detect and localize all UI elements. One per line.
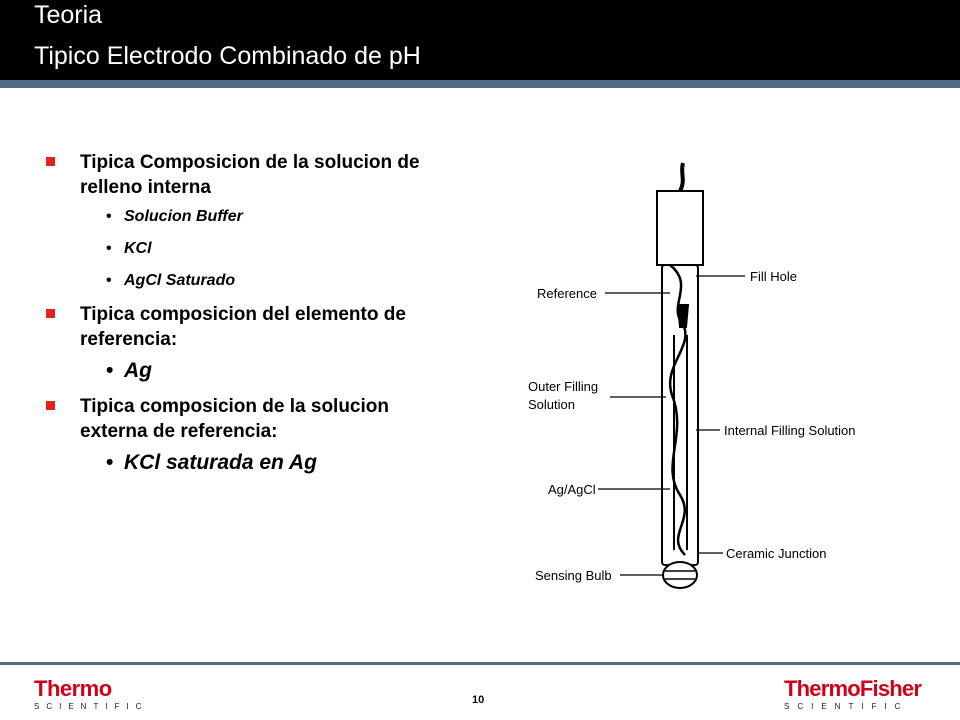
label-sensing-bulb: Sensing Bulb [535,568,612,583]
label-outer-filling-solution-text-line2: Solution [528,397,575,412]
label-fill-hole: Fill Hole [750,269,797,284]
page-number: 10 [472,694,485,706]
logo-right-sub: SCIENTIFIC [784,702,909,711]
electrode-cable [680,163,683,191]
sub-bullet-text: KCl saturada en Ag [124,451,317,474]
bullet-list [46,150,426,486]
slide-title: Teoria [34,1,103,29]
sensing-bulb [663,562,697,588]
bullet-item [46,302,426,352]
dot-bullet-icon: • [106,451,114,474]
label-internal-filling-solution: Internal Filling Solution [724,423,856,438]
title-bar [0,0,960,80]
logo-left-name: Thermo [34,676,112,701]
logo-left-sub: SCIENTIFIC [34,702,149,711]
dot-bullet-icon: • [106,240,112,257]
bullet-text: Tipica Composicion de la solucion de relleno interna [80,152,420,198]
sub-bullet-text: Solucion Buffer [124,208,243,225]
bullet-text: Tipica composicion del elemento de referencia: [80,304,406,350]
bullet-item [46,150,426,200]
square-bullet-icon [46,157,55,166]
electrode-cap [657,191,703,265]
sub-bullet-item [46,270,426,292]
reference-element [678,305,688,327]
sub-bullet-item [46,358,426,384]
sub-bullet-text: KCl [124,240,152,257]
bullet-item [46,394,426,444]
sub-bullet-item [46,206,426,228]
sub-bullet-text: AgCl Saturado [124,272,236,289]
label-ceramic-junction: Ceramic Junction [726,546,827,561]
label-outer-filling-solution-text: Outer Filling [528,379,599,394]
sub-bullet-item [46,450,426,476]
label-ag-agcl: Ag/AgCl [548,482,596,497]
thermo-fisher-logo [784,676,921,711]
thermo-scientific-logo [34,676,148,711]
label-outer-filling-solution [528,379,602,412]
dot-bullet-icon: • [106,272,112,289]
title-accent-bar [0,80,960,88]
square-bullet-icon [46,309,55,318]
dot-bullet-icon: • [106,359,114,382]
sub-bullet-item [46,238,426,260]
bullet-text: Tipica composicion de la solucion externa de referencia: [80,396,389,442]
ph-electrode-diagram [520,155,900,605]
footer-rule [0,662,960,665]
logo-right-name: ThermoFisher [784,676,922,701]
dot-bullet-icon: • [106,208,112,225]
square-bullet-icon [46,401,55,410]
label-reference: Reference [537,286,597,301]
sub-bullet-text: Ag [124,359,152,382]
slide-subtitle: Tipico Electrodo Combinado de pH [34,42,421,70]
